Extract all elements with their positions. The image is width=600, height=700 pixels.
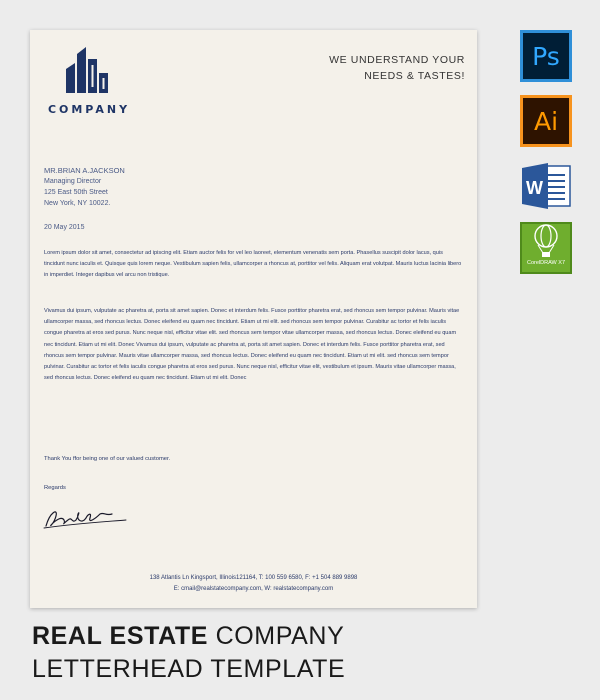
addressee-name: MR.BRIAN A.JACKSON bbox=[44, 166, 125, 175]
title-bold-part: REAL ESTATE bbox=[32, 622, 209, 650]
coreldraw-icon bbox=[520, 222, 572, 274]
word-icon bbox=[520, 160, 572, 212]
letter-date: 20 May 2015 bbox=[44, 224, 85, 231]
addressee-city: New York, NY 10022. bbox=[44, 200, 111, 207]
signature-icon bbox=[42, 502, 132, 532]
photoshop-label: Ps bbox=[532, 41, 560, 71]
footer-contact: E: cmail@realstatecompany.com, W: realstatecompany.com bbox=[173, 586, 334, 592]
title-light-part: COMPANY bbox=[215, 622, 345, 650]
thank-you-line: Thank You ffor being one of our valued customer. bbox=[44, 456, 171, 462]
illustrator-icon bbox=[520, 95, 572, 147]
company-name: COMPANY bbox=[47, 103, 131, 116]
regards-line: Regards bbox=[44, 485, 66, 491]
body-paragraph-2: Vivamus dui ipsum, vulputate ac pharetra at, porta sit amet sapien. Donec et interdum felis. Fusce porttitor pharetra erat, sed rhoncus sem tempor pulvinar. Mauris vitae ullamcorper massa, sed rhoncus lectus. Donec eleifend eu quam nec tincidunt. Etiam ut mi elit. sed rhoncus sem tempor pulvinar. Curabitur ac tortor et felis iaculis congue pharetra at eros sed purus. Nunc neque nisl, efficitur vitae elit. sed rhoncus sem tempor vitae ullamcorper massa, sed rhoncus lectus. Donec eleifend eu quam nec tincidunt. Etiam ut mi elit. Donec Vivamus dui ipsum, vulputate ac pharetra at, porta sit amet sapien. Donec et interdum felis. Fusce porttitor pharetra erat, sed rhoncus sem tempor pulvinar. Mauris vitae ullamcorper massa, sed rhoncus lectus. Donec eleifend eu quam nec tincidunt. Etiam ut mi elit. sed rhoncus sem tempor pulvinar. Curabitur ac tortor et felis iaculis congue pharetra at eros sed purus. Nunc neque nisl, efficitur vitae elit, vestibulum et ipsum. Mauris vitae ullamcorper massa, sed rhoncus lectus. Donec eleifend eu quam nec tincidunt. Etiam ut mi elit. Donec bbox=[44, 308, 460, 382]
addressee-block bbox=[44, 165, 125, 209]
word-label: W bbox=[526, 178, 543, 198]
illustrator-label: Ai bbox=[533, 106, 559, 136]
title-line-2: LETTERHEAD TEMPLATE bbox=[32, 655, 346, 683]
addressee-street: 125 East 50th Street bbox=[44, 189, 108, 196]
tagline-line-2: NEEDS & TASTES! bbox=[364, 70, 465, 82]
tagline-line-1: WE UNDERSTAND YOUR bbox=[329, 54, 465, 66]
body-paragraph-1: Lorem ipsum dolor sit amet, consectetur ad ipiscing elit. Etiam auctor felis for vel leo laoreet, elementum venenatis sem porta. Phasellus suscipit dolor lacus, quis tincidunt nunc iaculis et. Quisque quis lorem neque. Vestibulum sapien felis, ullamcorper a rhoncus at, porttitor vel felis. Aliquam erat volutpat. Mauris luctus lacinia libero in imperdiet. Integer dapibus vel arcu non tristique. bbox=[44, 250, 462, 279]
word-logo-icon bbox=[520, 160, 572, 212]
title-line-1 bbox=[32, 620, 345, 653]
footer-address: 138 Atlantis Ln Kingsport, Illinois121164, T: 100 559 6580, F: +1 504 889 9898 bbox=[149, 575, 358, 581]
balloon-icon bbox=[531, 224, 561, 258]
tagline bbox=[329, 52, 465, 84]
page-title bbox=[32, 620, 345, 686]
addressee-title: Managing Director bbox=[44, 178, 102, 185]
coreldraw-label: CorelDRAW X7 bbox=[527, 260, 565, 266]
letterhead-footer bbox=[30, 573, 477, 595]
building-logo-icon bbox=[66, 45, 112, 95]
letterhead-page bbox=[30, 30, 477, 608]
photoshop-icon bbox=[520, 30, 572, 82]
